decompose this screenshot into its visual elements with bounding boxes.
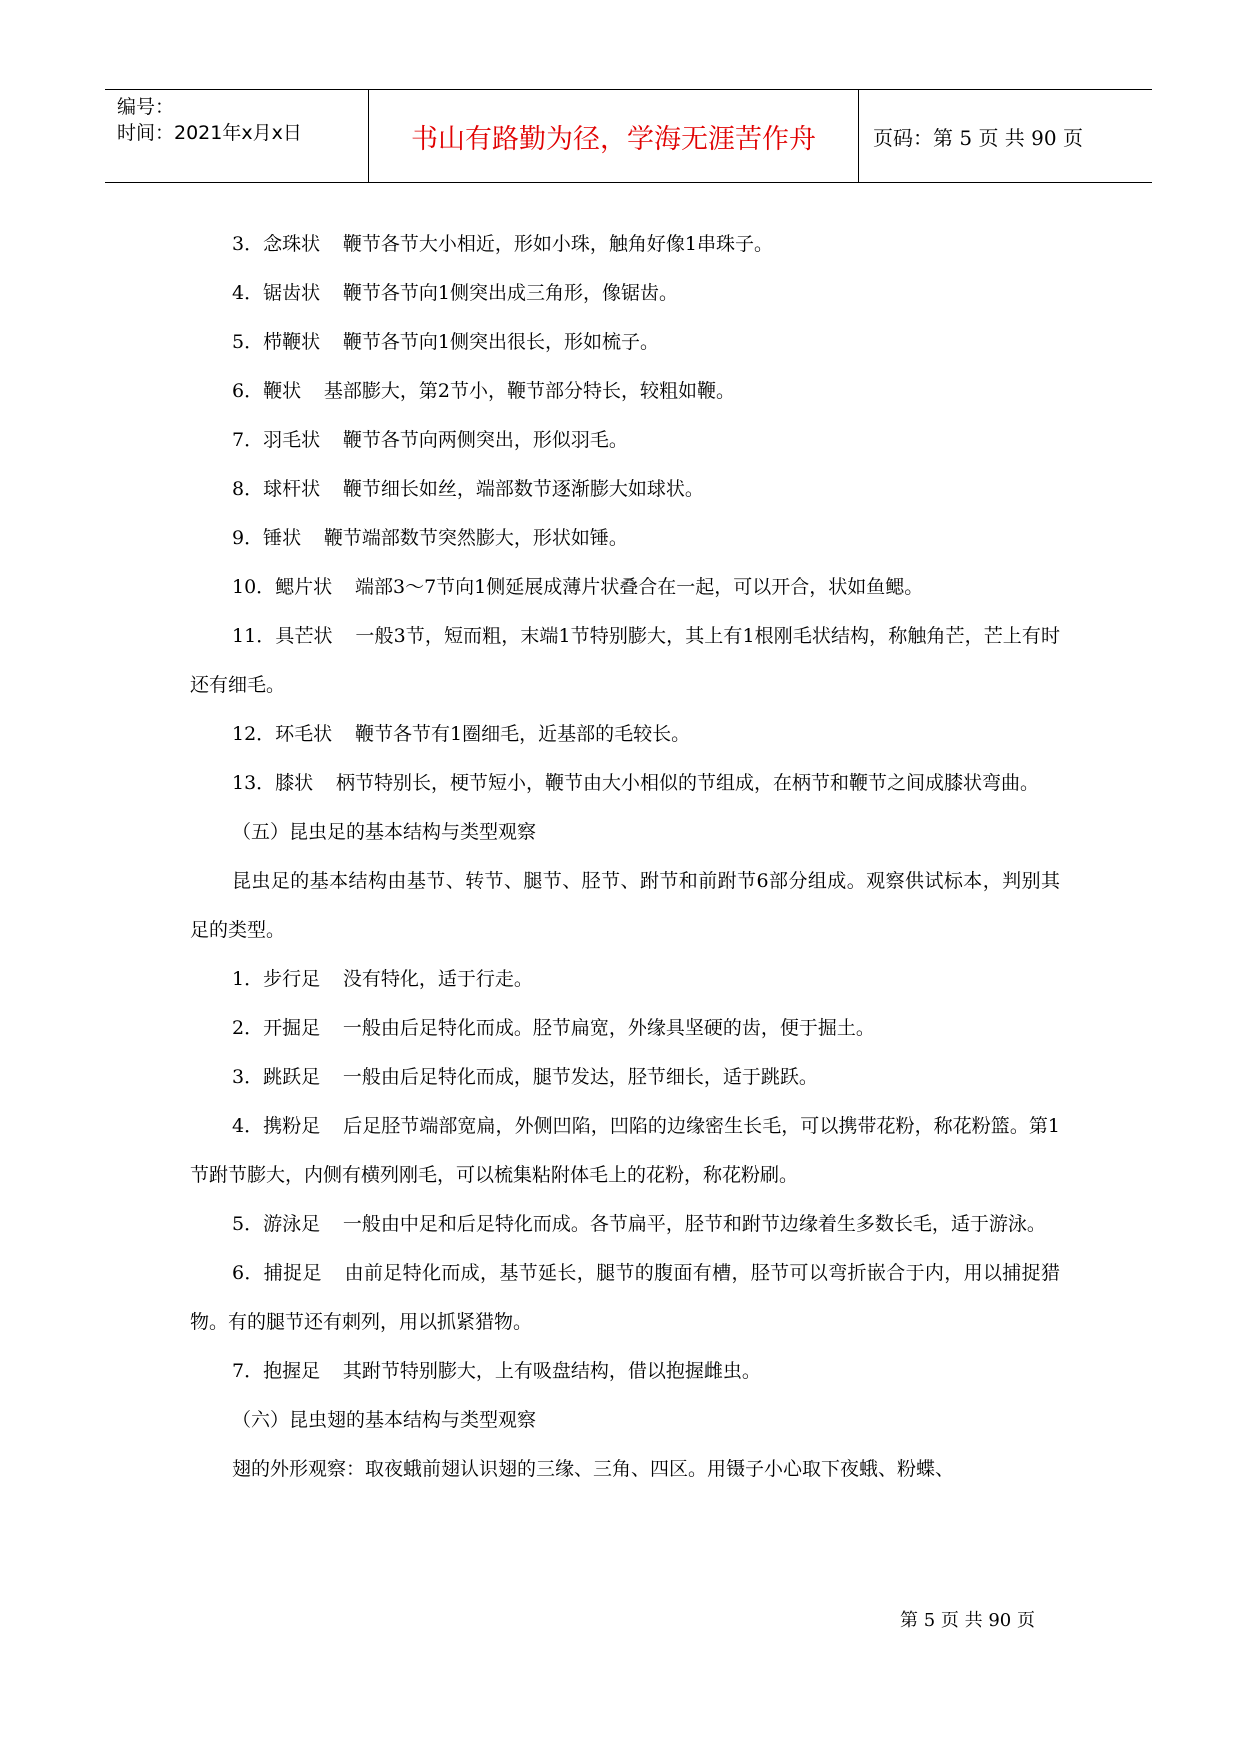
paragraph-text: 其跗节特别膨大，上有吸盘结构，借以抱握雌虫。: [342, 1360, 761, 1382]
paragraph: [190, 1102, 1060, 1200]
paragraph-text: 鞭节各节大小相近，形如小珠，触角好像1串珠子。: [342, 233, 773, 255]
paragraph: [190, 1053, 1060, 1102]
paragraph-term: 4．携粉足: [232, 1115, 321, 1137]
paragraph-term: 4．锯齿状: [232, 282, 321, 304]
paragraph-term: 3．念珠状: [232, 233, 321, 255]
section-heading: [190, 808, 1060, 857]
paragraph-text: 昆虫足的基本结构由基节、转节、腿节、胫节、跗节和前跗节6部分组成。观察供试标本，判别其足的类型。: [190, 870, 1060, 941]
paragraph-text: 基部膨大，第2节小，鞭节部分特长，较粗如鞭。: [323, 380, 735, 402]
paragraph: [190, 1347, 1060, 1396]
paragraph-text: 鞭节各节有1圈细毛，近基部的毛较长。: [354, 723, 691, 745]
page-header: [105, 89, 1152, 183]
paragraph-text: 柄节特别长，梗节短小，鞭节由大小相似的节组成，在柄节和鞭节之间成膝状弯曲。: [335, 772, 1039, 794]
paragraph-text: 由前足特化而成，基节延长，腿节的腹面有槽，胫节可以弯折嵌合于内，用以捕捉猎物。有的腿节还有刺列，用以抓紧猎物。: [190, 1262, 1060, 1333]
paragraph: [190, 612, 1060, 710]
paragraph-text: 鞭节细长如丝，端部数节逐渐膨大如球状。: [342, 478, 704, 500]
paragraph-text: 鞭节各节向两侧突出，形似羽毛。: [342, 429, 628, 451]
paragraph: [190, 1249, 1060, 1347]
paragraph-text: 后足胫节端部宽扁，外侧凹陷，凹陷的边缘密生长毛，可以携带花粉，称花粉篮。第1节跗节膨大，内侧有横列刚毛，可以梳集粘附体毛上的花粉，称花粉刷。: [190, 1115, 1061, 1186]
paragraph: [190, 367, 1060, 416]
paragraph-text: 一般由中足和后足特化而成。各节扁平，胫节和跗节边缘着生多数长毛，适于游泳。: [342, 1213, 1046, 1235]
paragraph-term: 12．环毛状: [232, 723, 333, 745]
document-body: [190, 220, 1060, 1494]
paragraph-term: 7．羽毛状: [232, 429, 321, 451]
paragraph-term: 10．鳃片状: [232, 576, 333, 598]
document-number-label: 编号：: [117, 96, 175, 118]
page-footer: 第 5 页 共 90 页: [900, 1610, 1035, 1631]
paragraph-text: 没有特化，适于行走。: [342, 968, 533, 990]
paragraph: [190, 1200, 1060, 1249]
paragraph: [190, 416, 1060, 465]
paragraph-term: 5．栉鞭状: [232, 331, 321, 353]
paragraph: [190, 1004, 1060, 1053]
paragraph: [190, 514, 1060, 563]
paragraph: [190, 318, 1060, 367]
paragraph-text: 鞭节各节向1侧突出很长，形如梳子。: [342, 331, 659, 353]
paragraph: [190, 1445, 1060, 1494]
paragraph-term: 2．开掘足: [232, 1017, 321, 1039]
paragraph-term: 8．球杆状: [232, 478, 321, 500]
header-meta: [105, 90, 369, 182]
section-heading-text: （六）昆虫翅的基本结构与类型观察: [232, 1409, 537, 1431]
paragraph-text: 鞭节端部数节突然膨大，形状如锤。: [323, 527, 628, 549]
paragraph: [190, 220, 1060, 269]
document-time-label: 时间：2021年x月x日: [117, 122, 302, 144]
paragraph-term: 7．抱握足: [232, 1360, 321, 1382]
paragraph-term: 6．捕捉足: [232, 1262, 322, 1284]
paragraph: [190, 465, 1060, 514]
paragraph-term: 5．游泳足: [232, 1213, 321, 1235]
paragraph: [190, 955, 1060, 1004]
paragraph: [190, 710, 1060, 759]
paragraph-text: 一般3节，短而粗，末端1节特别膨大，其上有1根刚毛状结构，称触角芒，芒上有时还有细毛。: [190, 625, 1060, 696]
header-page-label: 页码：第 5 页 共 90 页: [873, 125, 1083, 150]
paragraph: [190, 759, 1060, 808]
paragraph-text: 鞭节各节向1侧突出成三角形，像锯齿。: [342, 282, 678, 304]
paragraph: [190, 563, 1060, 612]
section-heading: [190, 1396, 1060, 1445]
paragraph-text: 端部3～7节向1侧延展成薄片状叠合在一起，可以开合，状如鱼鳃。: [354, 576, 924, 598]
paragraph-term: 6．鞭状: [232, 380, 302, 402]
paragraph: [190, 269, 1060, 318]
section-heading-text: （五）昆虫足的基本结构与类型观察: [232, 821, 537, 843]
header-motto: 书山有路勤为径，学海无涯苦作舟: [369, 90, 859, 182]
paragraph-term: 3．跳跃足: [232, 1066, 321, 1088]
paragraph-term: 9．锤状: [232, 527, 302, 549]
paragraph-text: 一般由后足特化而成。胫节扁宽，外缘具坚硬的齿，便于掘土。: [342, 1017, 875, 1039]
paragraph-text: 翅的外形观察：取夜蛾前翅认识翅的三缘、三角、四区。用镊子小心取下夜蛾、粉蝶、: [232, 1458, 955, 1480]
paragraph: [190, 857, 1060, 955]
paragraph-text: 一般由后足特化而成，腿节发达，胫节细长，适于跳跃。: [342, 1066, 818, 1088]
paragraph-term: 11．具芒状: [232, 625, 333, 647]
paragraph-term: 13．膝状: [232, 772, 314, 794]
paragraph-term: 1．步行足: [232, 968, 321, 990]
